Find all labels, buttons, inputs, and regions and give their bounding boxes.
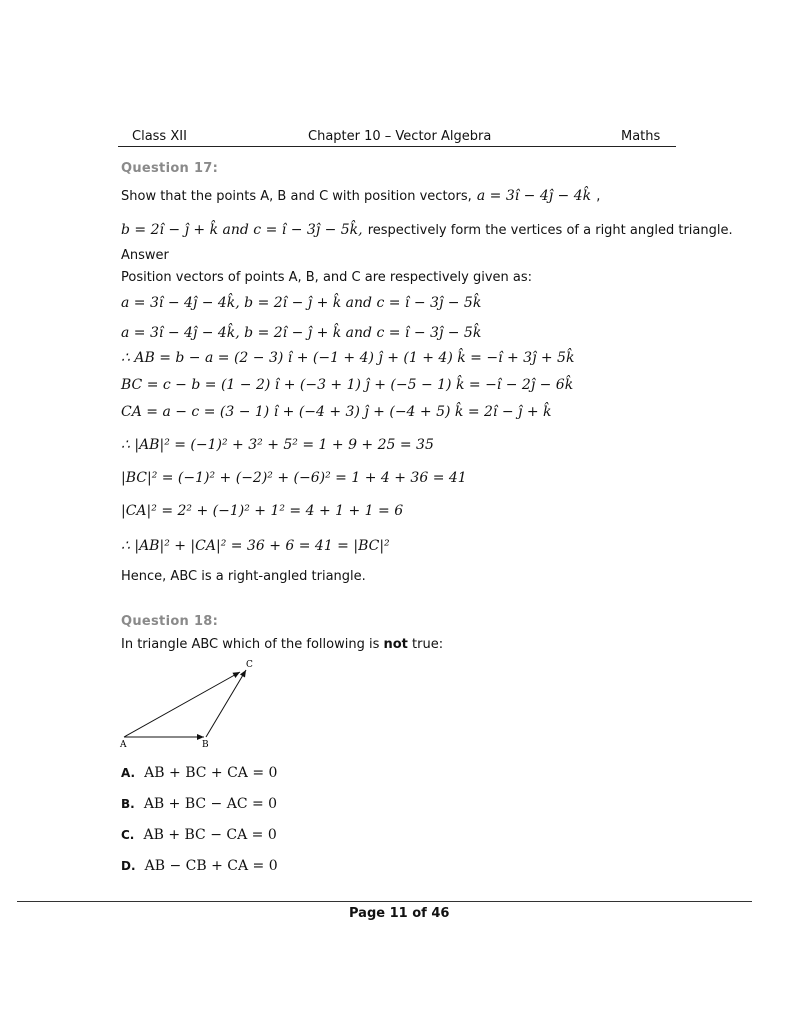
vertex-label-c: C xyxy=(246,660,253,670)
solution-step: ∴ AB = b − a = (2 − 3) î + (−1 + 4) ĵ + (1 + 4) k̂ = −î + 3ĵ + 5k̂ xyxy=(121,350,575,366)
option-letter: A. xyxy=(121,766,136,780)
option-expression: AB + BC + CA = 0 xyxy=(144,765,278,781)
solution-step: |CA|² = 2² + (−1)² + 1² = 4 + 1 + 1 = 6 xyxy=(121,503,404,519)
vertex-label-b: B xyxy=(202,740,209,750)
option-b xyxy=(121,793,277,812)
question-17-text: Show that the points A, B and C with position vectors, xyxy=(121,189,472,204)
footer-rule xyxy=(17,901,752,902)
prompt-end: true: xyxy=(407,637,444,652)
option-expression: AB + BC − CA = 0 xyxy=(143,827,277,843)
header-chapter: Chapter 10 – Vector Algebra xyxy=(308,129,492,144)
answer-intro: Position vectors of points A, B, and C are respectively given as: xyxy=(121,270,533,285)
question-17-line1 xyxy=(121,185,600,204)
question-17-line2 xyxy=(121,219,733,238)
question-18-heading: Question 18: xyxy=(121,614,219,629)
question-17-text-2: respectively form the vertices of a right angled triangle. xyxy=(367,223,733,238)
option-letter: D. xyxy=(121,859,136,873)
vectors-b-c-definition: b = 2î − ĵ + k̂ and c = î − 3ĵ − 5k̂, xyxy=(121,222,363,238)
answer-label: Answer xyxy=(121,248,169,263)
solution-step: ∴ |AB|² = (−1)² + 3² + 5² = 1 + 9 + 25 = 35 xyxy=(121,437,434,453)
prompt-emphasis: not xyxy=(383,637,408,652)
option-a xyxy=(121,762,277,781)
solution-step: a = 3î − 4ĵ − 4k̂, b = 2î − ĵ + k̂ and c = î − 3ĵ − 5k̂ xyxy=(121,325,482,341)
triangle-figure xyxy=(118,658,258,750)
header-subject: Maths xyxy=(621,129,661,144)
vector-ac-arrow xyxy=(124,672,240,737)
question-18-prompt xyxy=(121,637,443,652)
solution-step: ∴ |AB|² + |CA|² = 36 + 6 = 41 = |BC|² xyxy=(121,538,390,554)
solution-step: CA = a − c = (3 − 1) î + (−4 + 3) ĵ + (−4 + 5) k̂ = 2î − ĵ + k̂ xyxy=(121,404,552,420)
conclusion: Hence, ABC is a right-angled triangle. xyxy=(121,569,366,584)
vector-a-definition: a = 3î − 4ĵ − 4k̂ xyxy=(476,188,592,204)
comma: , xyxy=(596,189,601,204)
solution-step: a = 3î − 4ĵ − 4k̂, b = 2î − ĵ + k̂ and c = î − 3ĵ − 5k̂ xyxy=(121,295,482,311)
question-17-heading: Question 17: xyxy=(121,161,219,176)
header-class: Class XII xyxy=(132,129,187,144)
option-letter: B. xyxy=(121,797,135,811)
solution-step: BC = c − b = (1 − 2) î + (−3 + 1) ĵ + (−5 − 1) k̂ = −î − 2ĵ − 6k̂ xyxy=(121,377,574,393)
option-expression: AB + BC − AC = 0 xyxy=(143,796,278,812)
option-c xyxy=(121,824,277,843)
option-expression: AB − CB + CA = 0 xyxy=(144,858,278,874)
vertex-label-a: A xyxy=(120,740,127,750)
header-rule xyxy=(118,146,676,147)
option-d xyxy=(121,855,278,874)
solution-step: |BC|² = (−1)² + (−2)² + (−6)² = 1 + 4 + 36 = 41 xyxy=(121,470,467,486)
option-letter: C. xyxy=(121,828,135,842)
page-number: Page 11 of 46 xyxy=(349,906,450,921)
prompt-start: In triangle ABC which of the following is xyxy=(121,637,384,652)
